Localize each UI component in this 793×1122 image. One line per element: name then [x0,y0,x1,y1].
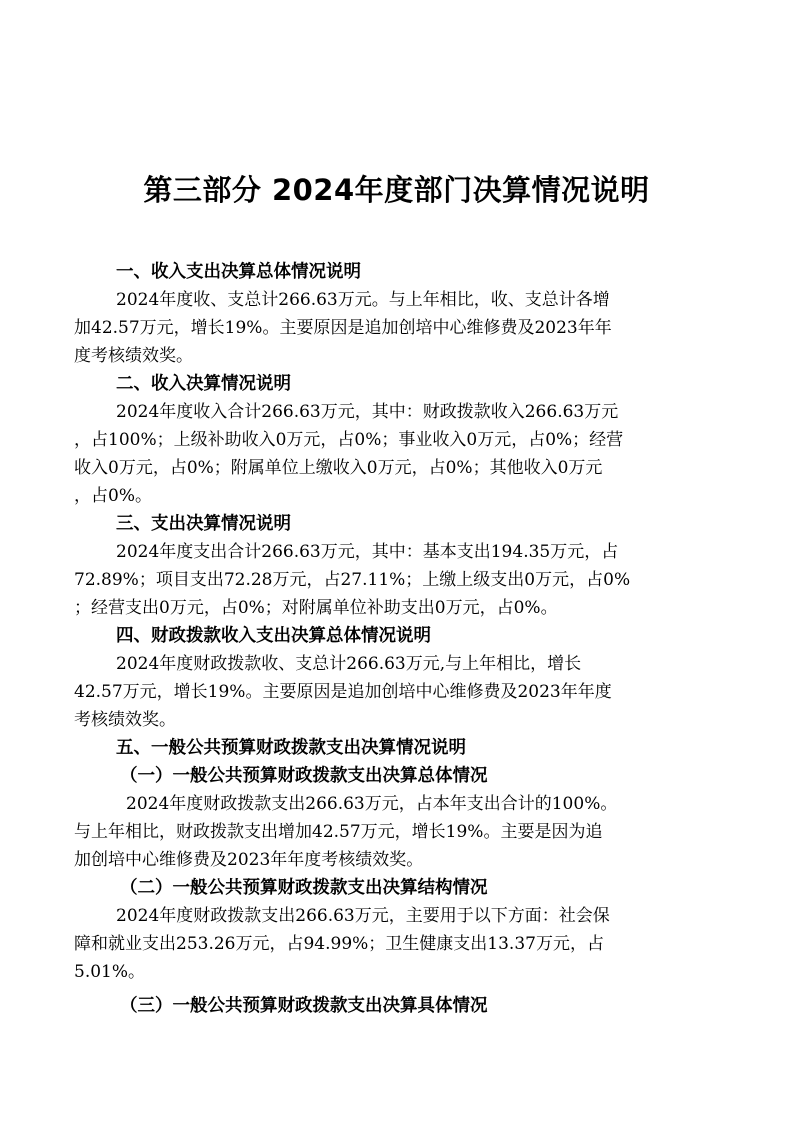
paragraph-line: 42.57万元，增长19%。主要原因是追加创培中心维修费及2023年年度 [74,682,612,702]
paragraph-line: 考核绩效奖。 [74,710,176,730]
paragraph-line: 2024年度支出合计266.63万元，其中：基本支出194.35万元，占 [116,542,619,562]
paragraph-line: 2024年度财政拨款支出266.63万元，主要用于以下方面：社会保 [116,906,610,926]
page-title: 第三部分 2024年度部门决算情况说明 [143,173,650,207]
paragraph-line: 加创培中心维修费及2023年年度考核绩效奖。 [74,850,424,870]
paragraph-line: 72.89%；项目支出72.28万元，占27.11%；上缴上级支出0万元，占0% [74,570,631,590]
paragraph-line: 度考核绩效奖。 [74,346,193,366]
section-heading-5: 五、一般公共预算财政拨款支出决算情况说明 [116,738,466,758]
paragraph-line: 2024年度财政拨款收、支总计266.63万元,与上年相比，增长 [116,654,582,674]
paragraph-line: ，占0%。 [74,486,152,506]
paragraph-line: ，占100%；上级补助收入0万元，占0%；事业收入0万元，占0%；经营 [74,430,624,450]
section-heading-1: 一、收入支出决算总体情况说明 [116,262,361,282]
paragraph-line: 2024年度财政拨款支出266.63万元，占本年支出合计的100%。 [126,794,618,814]
subsection-heading-1: （一）一般公共预算财政拨款支出决算总体情况 [120,766,488,786]
paragraph-line: 障和就业支出253.26万元，占94.99%；卫生健康支出13.37万元，占 [74,934,604,954]
section-heading-2: 二、收入决算情况说明 [116,374,291,394]
paragraph-line: 与上年相比，财政拨款支出增加42.57万元，增长19%。主要是因为追 [74,822,603,842]
section-heading-3: 三、支出决算情况说明 [116,514,291,534]
document-body [74,258,724,1020]
paragraph-line: ；经营支出0万元，占0%；对附属单位补助支出0万元，占0%。 [74,598,558,618]
paragraph-line: 加42.57万元，增长19%。主要原因是追加创培中心维修费及2023年年 [74,318,612,338]
paragraph-line: 5.01%。 [74,962,146,982]
section-heading-4: 四、财政拨款收入支出决算总体情况说明 [116,626,431,646]
subsection-heading-3: （三）一般公共预算财政拨款支出决算具体情况 [120,996,488,1016]
paragraph-line: 2024年度收、支总计266.63万元。与上年相比，收、支总计各增 [116,290,610,310]
paragraph-line: 收入0万元，占0%；附属单位上缴收入0万元，占0%；其他收入0万元 [74,458,603,478]
subsection-heading-2: （二）一般公共预算财政拨款支出决算结构情况 [120,878,488,898]
paragraph-line: 2024年度收入合计266.63万元，其中：财政拨款收入266.63万元 [116,402,619,422]
